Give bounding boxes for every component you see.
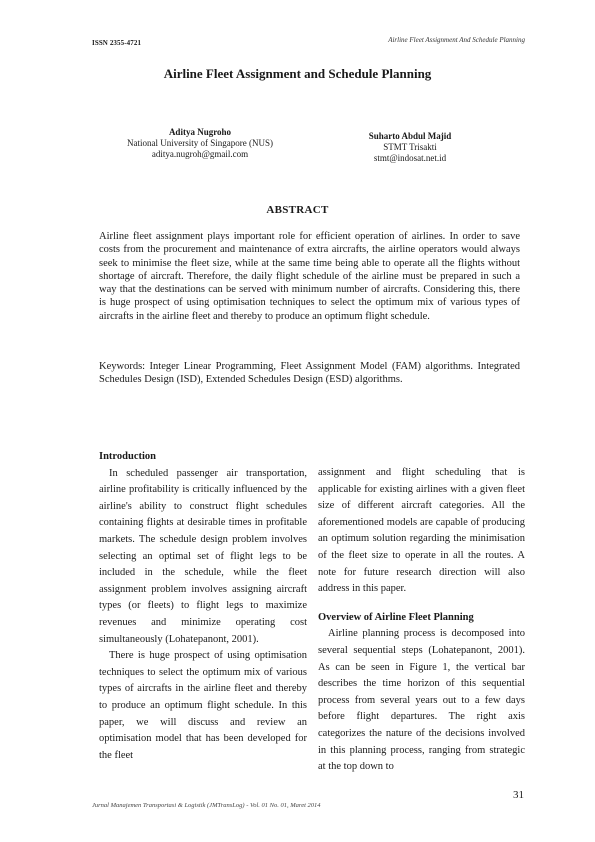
paragraph: In scheduled passenger air transportation, airline profitability is critically influenced by the airline's ability to construct flight schedules containing flights at desirable times in profitable markets. The schedule design problem involves selecting an optimal set of flight legs to be included in the schedule, while the fleet assignment problem involves assigning aircraft types (or fleets) to flight legs to maximize revenues and minimize operating cost simultaneously (Lohatepanont, 2001). — [99, 467, 307, 645]
paragraph: There is huge prospect of using optimisation techniques to select the optimum mix of various types of aircrafts in the airline fleet and thereby to produce an optimum flight schedule. In this paper, we will discuss and review an optimisation model that has been developed for the fleet — [99, 650, 307, 761]
paper-title: Airline Fleet Assignment and Schedule Planning — [163, 66, 432, 81]
section-heading-introduction: Introduction — [99, 451, 156, 462]
paragraph: Airline planning process is decomposed into several sequential steps (Lohatepanont, 2001). As can be seen in Figure 1, the vertical bar describes the time horizon of this sequential process from several years out to a few days before flight departures. The right axis categorizes the nature of the decisions involved in this planning process, ranging from strategic at the top down to — [318, 628, 525, 773]
author-affiliation: National University of Singapore (NUS) — [127, 138, 273, 148]
author-block-1 — [100, 127, 300, 160]
author-email: aditya.nugroh@gmail.com — [151, 149, 249, 159]
running-title: Airline Fleet Assignment And Schedule Planning — [388, 36, 525, 44]
page-number: 31 — [513, 789, 524, 801]
author-affiliation: STMT Trisakti — [383, 142, 437, 152]
keywords: Keywords: Integer Linear Programming, Fleet Assignment Model (FAM) algorithms. Integrated Schedules Design (ISD), Extended Schedules Design (ESD) algorithms. — [99, 361, 520, 386]
author-name: Aditya Nugroho — [168, 127, 232, 137]
abstract-heading: ABSTRACT — [266, 204, 329, 216]
author-name: Suharto Abdul Majid — [368, 131, 452, 141]
author-block-2 — [330, 131, 490, 164]
journal-footer: Jurnal Manajemen Transportasi & Logistik (JMTransLog) - Vol. 01 No. 01, Maret 2014 — [92, 802, 321, 809]
section-heading-overview: Overview of Airline Fleet Planning — [318, 611, 474, 623]
body-column-left — [99, 449, 307, 764]
issn: ISSN 2355-4721 — [92, 39, 142, 47]
body-column-right — [318, 465, 525, 776]
author-email: stmt@indosat.net.id — [373, 153, 447, 163]
paragraph: assignment and flight scheduling that is applicable for existing airlines with a given fleet size of different aircraft categories. All the aforementioned models are capable of producing an optimum solution regarding the minimisation of the fleet size to operate in all the routes. A note for future research direction will also address in this paper. — [318, 467, 525, 595]
abstract-text: Airline fleet assignment plays important role for efficient operation of airlines. In order to save costs from the procurement and maintenance of extra aircrafts, the airline operators would always seek to minimise the fleet size, while at the same time being able to operate all the flights without shortage of aircraft. Therefore, the daily flight schedule of the airline must be prepared in such a way that the destinations can be served with minimum number of aircrafts. Considering this, there is huge prospect of using optimisation techniques to select the optimum mix of various types of aircrafts in the airline fleet and thereby to produce an optimum flight schedule. — [99, 231, 520, 322]
